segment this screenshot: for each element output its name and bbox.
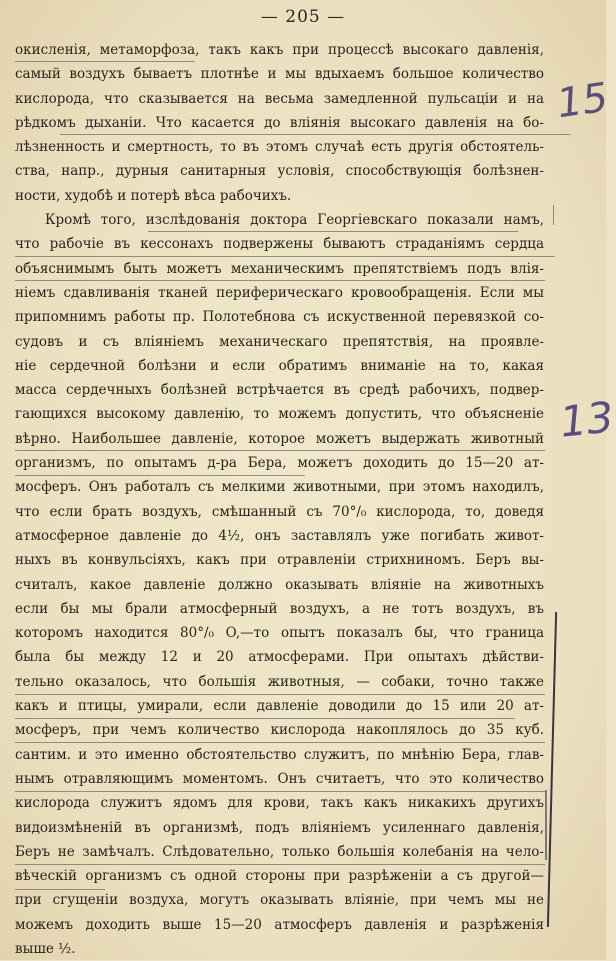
text-line: что если брать воздухъ, смѣшанный съ 70°/₀ кислорода, то, доведя [15, 503, 544, 520]
paragraph-1 [15, 38, 544, 208]
pencil-underline [15, 694, 545, 695]
paragraph-2 [15, 208, 544, 961]
text-line: нымъ отравляющимъ моментомъ. Онъ считаетъ, что это количество [15, 770, 544, 787]
text-line: была бы между 12 и 20 атмосферами. При опытахъ дѣйстви- [15, 649, 544, 666]
margin-note-handwritten: 15 [554, 74, 611, 128]
text-line: рѣдкомъ дыханіи. Что касается до вліянія высокаго давленія на бо- [15, 114, 544, 131]
text-line: масса сердечныхъ болѣзней встрѣчается въ средѣ рабочихъ, подвер- [15, 382, 544, 399]
text-line: Кромѣ того, изслѣдованія доктора Георгіевскаго показали намъ, [45, 212, 544, 229]
text-line: выше ½. [15, 940, 76, 957]
body-text [15, 38, 544, 961]
text-line: кислорода, что сказывается на весьма замедленной пульсаціи и на [15, 90, 544, 107]
text-line: мосферъ. Онъ работалъ съ мелкими животными, при этомъ находилъ, [15, 479, 544, 496]
text-line: объяснимымъ быть можетъ механическимъ препятствіемъ подъ влія- [15, 260, 544, 277]
text-line: ныхъ въ конвульсіяхъ, какъ при отравленіи стрихниномъ. Беръ вы- [15, 552, 544, 569]
pencil-underline [15, 889, 105, 890]
pencil-margin-line [545, 790, 547, 860]
text-line: считалъ, какое давленіе должно оказывать вліяніе на животныхъ [15, 576, 544, 593]
pencil-underline [15, 475, 305, 476]
text-line: окисленія, метаморфоза, такъ какъ при процессѣ высокаго давленія, [15, 42, 544, 58]
pencil-underline [15, 61, 195, 62]
text-line: сантим. и это именно обстоятельство служитъ, по мнѣнію Бера, глав- [15, 746, 544, 763]
text-line: судовъ и съ вліяніемъ механическаго препятствія, на проявле- [15, 333, 544, 350]
text-line: ности, худобѣ и потерѣ вѣса рабочихъ. [15, 187, 292, 204]
page-number: — 205 — [260, 7, 346, 27]
text-line: можемъ доходить выше 15—20 атмосферъ давленія и разрѣженія [15, 916, 544, 933]
text-line: ніемъ сдавливанія тканей периферическаго кровообращенія. Если мы [15, 284, 544, 301]
text-line: Беръ не замѣчалъ. Слѣдовательно, только большія колебанія на чело- [15, 843, 544, 860]
pencil-underline [15, 864, 545, 865]
pencil-underline [60, 134, 570, 135]
pencil-underline [15, 718, 515, 719]
text-line: самый воздухъ бываетъ плотнѣе и мы вдыхаемъ большое количество [15, 66, 544, 83]
pencil-underline [15, 256, 555, 257]
text-line: мосферъ, при чемъ количество кислорода накоплялось до 35 куб. [15, 722, 544, 739]
text-line: ства, напр., дурныя санитарныя условія, способствующія болѣзнен- [15, 163, 544, 180]
text-line: тельно оказалось, что большія животныя, — собаки, точно также [15, 673, 544, 690]
pencil-underline [148, 231, 518, 232]
text-line: вѣрно. Наибольшее давленіе, которое можетъ выдержать животный [15, 430, 544, 447]
pencil-underline [15, 791, 545, 792]
text-line: лѣзненность и смертность, то въ этомъ случаѣ есть другія обстоятель- [15, 139, 544, 156]
pencil-underline [15, 280, 545, 281]
text-line: организмъ, по опытамъ д-ра Бера, можетъ доходить до 15—20 ат- [15, 455, 544, 472]
pencil-underline [15, 742, 545, 743]
pencil-margin-line [547, 612, 557, 927]
pencil-margin-line [553, 205, 554, 225]
text-line: какъ и птицы, умирали, если давленіе доводили до 15 или 20 ат- [15, 698, 544, 715]
text-line: кислорода служитъ ядомъ для крови, такъ какъ никакихъ другихъ [15, 795, 544, 812]
text-line: которомъ находится 80°/₀ O,—то опытъ показалъ бы, что граница [15, 625, 544, 642]
text-line: при сгущеніи воздуха, могутъ оказывать вліяніе, при чемъ мы не [15, 892, 544, 909]
text-line: ніе сердечной болѣзни и если обратимъ вниманіе на то, какая [15, 357, 544, 374]
margin-note-handwritten: 13 [557, 392, 616, 447]
text-line: вѣческій организмъ съ одной стороны при разрѣженіи а съ другой— [15, 868, 544, 885]
text-line: если бы мы брали атмосферный воздухъ, а не тотъ воздухъ, въ [15, 600, 544, 617]
text-line: что рабочіе въ кессонахъ подвержены бываютъ страданіямъ сердца [15, 236, 544, 253]
text-line: припомнимъ работы пр. Полотебнова съ искуственной перевязкой со- [15, 309, 544, 326]
text-line: гающихся высокому давленію, то можемъ допустить, что объясненіе [15, 406, 544, 423]
text-line: атмосферное давленіе до 4½, онъ заставлялъ уже погибать живот- [15, 527, 544, 544]
text-line: видоизмѣненій въ организмѣ, подъ вліяніемъ усиленнаго давленія, [15, 819, 544, 836]
pencil-underline [15, 450, 545, 451]
